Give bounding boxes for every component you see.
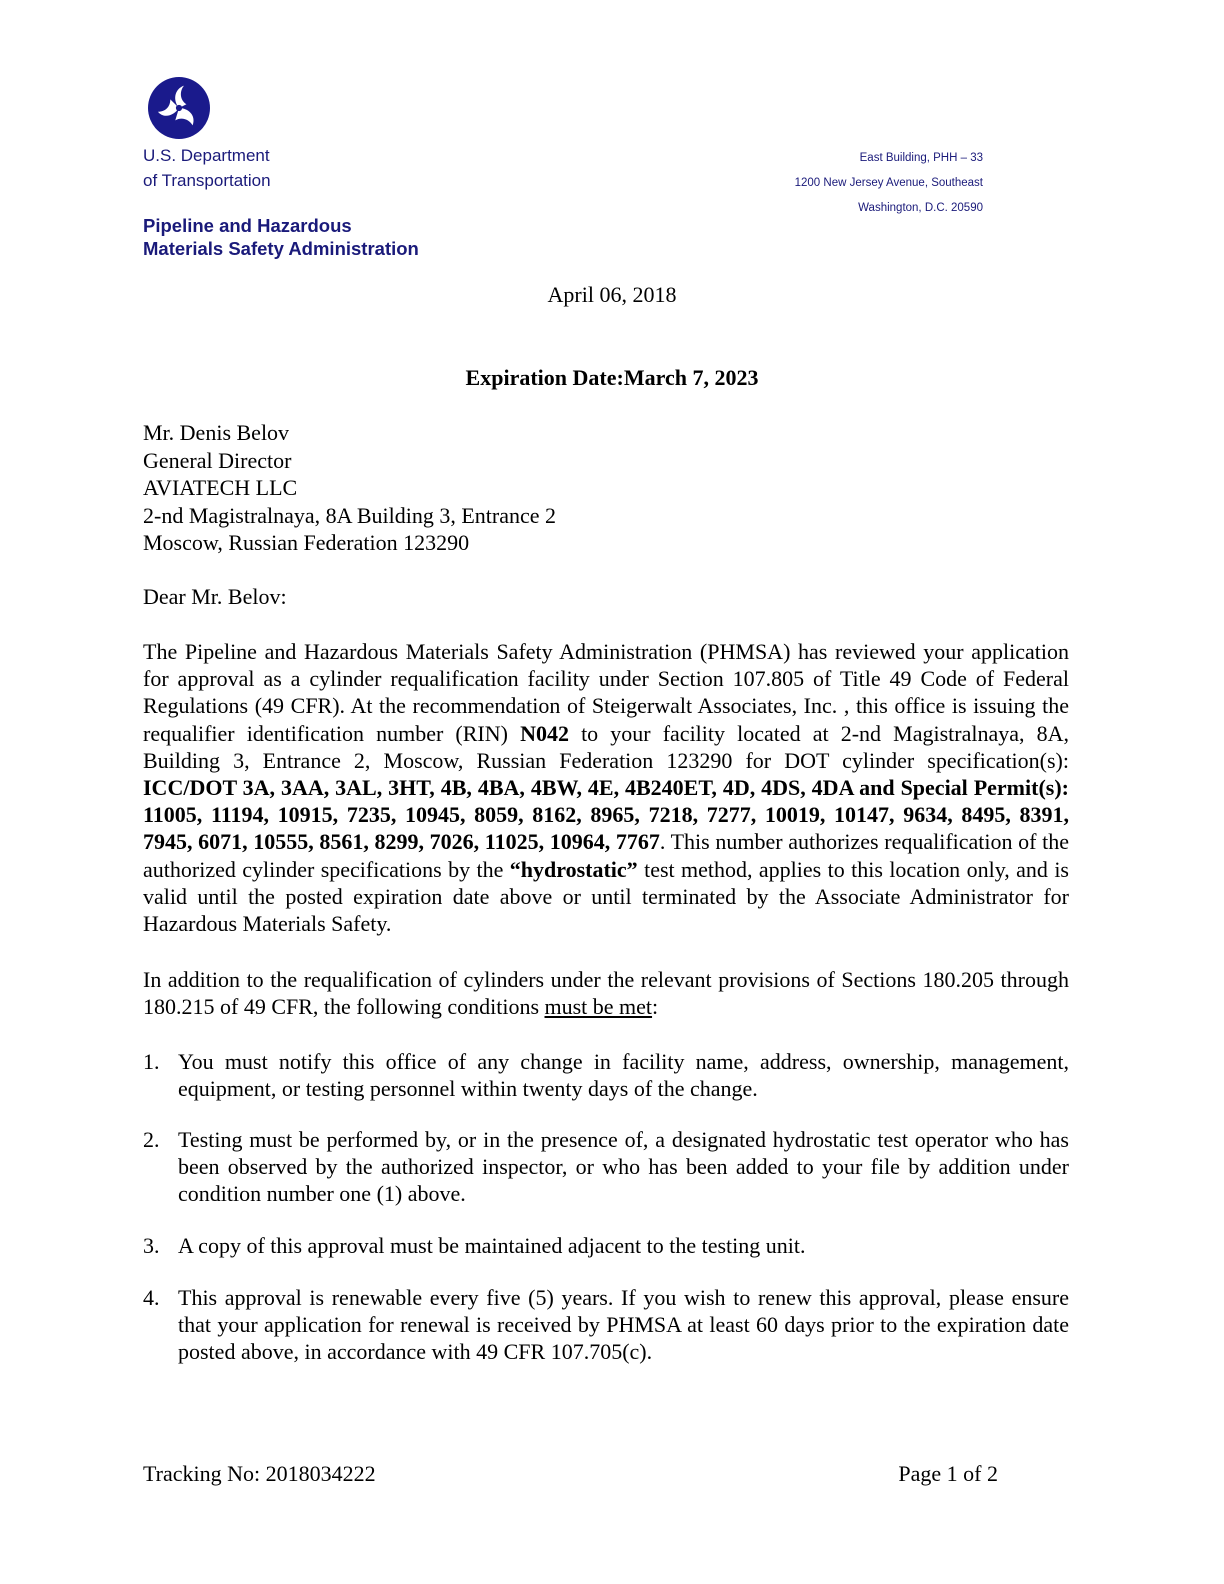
condition-item xyxy=(143,1232,1069,1259)
recipient-name: Mr. Denis Belov xyxy=(143,420,290,445)
expiration-value: March 7, 2023 xyxy=(623,365,759,390)
address-line-2: 1200 New Jersey Avenue, Southeast xyxy=(794,177,983,189)
condition-text: Testing must be performed by, or in the presence of, a designated hydrostatic test operator who has been observed by the authorized inspector, or who has been added to your file by addition under condition number one (1) above. xyxy=(178,1127,1069,1207)
tracking-number: Tracking No: 2018034222 xyxy=(143,1461,376,1486)
expiration-label: Expiration Date: xyxy=(465,365,624,390)
department-line-2: of Transportation xyxy=(143,171,271,190)
p2-text-b: : xyxy=(652,994,659,1020)
recipient-address-2: Moscow, Russian Federation 123290 xyxy=(143,530,470,555)
p1-text-c: . This number authorizes requalification of the authorized cylinder specifications by the xyxy=(143,829,1069,882)
address-line-3: Washington, D.C. 20590 xyxy=(858,202,983,214)
recipient-title: General Director xyxy=(143,447,292,473)
page-number: Page 1 of 2 xyxy=(898,1461,998,1486)
condition-text: You must notify this office of any change in facility name, address, ownership, management, equipment, or testing personnel within twenty days of the change. xyxy=(178,1049,1069,1102)
p1-text-a: The Pipeline and Hazardous Materials Safety Administration (PHMSA) has reviewed your application for approval as a cylinder requalification facility under Section 107.805 of Title 49 Code of Federal Regulations (49 CFR). At the recommendation of Steigerwalt Associates, Inc. , this office is issuing the requalifier identification number (RIN) xyxy=(143,639,1069,746)
rin-number: N042 xyxy=(520,720,569,746)
p1-text-d: test method, applies to this location only, and is valid until the posted expiration date above or until terminated by the Associate Administrator for Hazardous Materials Safety. xyxy=(143,856,1069,937)
condition-number: 1. xyxy=(143,1049,160,1074)
condition-item xyxy=(143,1284,1069,1366)
condition-number: 4. xyxy=(143,1285,160,1310)
department-name xyxy=(143,143,271,193)
office-address xyxy=(700,146,983,221)
administration-line-2: Materials Safety Administration xyxy=(143,238,419,259)
condition-item xyxy=(143,1048,1069,1102)
department-line-1: U.S. Department xyxy=(143,146,270,165)
approval-paragraph xyxy=(143,638,1069,937)
administration-line-1: Pipeline and Hazardous xyxy=(143,215,352,236)
condition-number: 3. xyxy=(143,1233,160,1258)
letter-date: April 06, 2018 xyxy=(547,282,677,307)
p2-text-a: In addition to the requalification of cylinders under the relevant provisions of Sections 180.205 through 180.215 of 49 CFR, the following conditions xyxy=(143,967,1069,1020)
dot-logo-icon xyxy=(148,77,210,139)
condition-text: This approval is renewable every five (5) years. If you wish to renew this approval, please ensure that your application for renewal is received by PHMSA at least 60 days prior to the expiration date posted above, in accordance with 49 CFR 107.705(c). xyxy=(178,1285,1069,1365)
condition-text: A copy of this approval must be maintained adjacent to the testing unit. xyxy=(178,1233,806,1258)
test-method: “hydrostatic” xyxy=(509,856,638,882)
condition-number: 2. xyxy=(143,1127,160,1152)
cylinder-specs: ICC/DOT 3A, 3AA, 3AL, 3HT, 4B, 4BA, 4BW, 4E, 4B240ET, 4D, 4DS, 4DA and Special Permit(s): 11005, 11194, 10915, 7235, 10945, 8059, 8162, 8965, 7218, 7277, 10019, 10147, 9634, 8495, 8391, 7945, 6071, 10555, 8561, 8299, 7026, 11025, 10964, 7767 xyxy=(143,775,1069,855)
address-line-1: East Building, PHH – 33 xyxy=(859,152,983,164)
salutation: Dear Mr. Belov: xyxy=(143,584,287,609)
expiration-date xyxy=(0,365,1224,391)
must-be-met: must be met xyxy=(544,994,653,1020)
recipient-address-1: 2-nd Magistralnaya, 8A Building 3, Entrance 2 xyxy=(143,502,557,528)
p1-text-b: to your facility located at 2-nd Magistralnaya, 8A, Building 3, Entrance 2, Moscow, Russian Federation 123290 for DOT cylinder specification(s): xyxy=(143,720,1069,773)
administration-name xyxy=(143,214,419,260)
conditions-intro xyxy=(143,966,1069,1020)
condition-item xyxy=(143,1126,1069,1208)
recipient-block xyxy=(143,419,556,557)
recipient-company: AVIATECH LLC xyxy=(143,475,298,500)
